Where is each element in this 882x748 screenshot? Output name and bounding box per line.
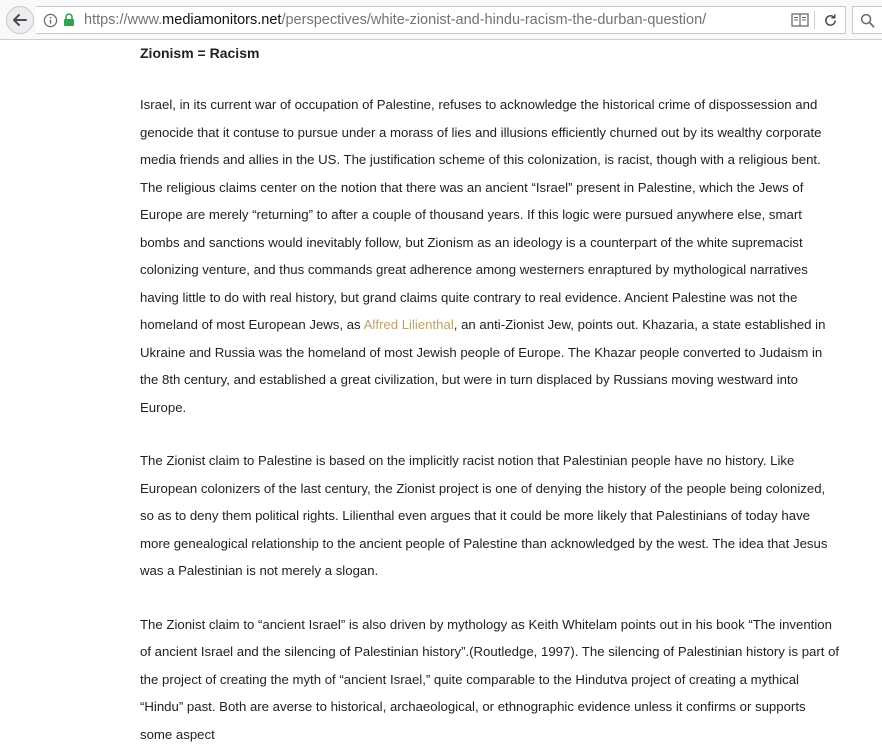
url-text[interactable] [84,12,786,28]
paragraph-1-text-b: , an anti-Zionist Jew, points out. Khazaria, a state established in Ukraine and Russia was the homeland of most Jewish people of Europe. The Khazar people converted to Judaism in the 8th century, and established a great civilization, but were in turn displaced by Russians moving westward into Europe. [140,317,825,415]
browser-toolbar [0,0,882,40]
back-arrow-icon [12,12,28,28]
search-button[interactable] [852,6,882,34]
lock-icon[interactable] [62,12,76,28]
back-button[interactable] [6,6,34,34]
reader-view-icon[interactable] [786,7,814,33]
alfred-lilienthal-link[interactable]: Alfred Lilienthal [364,317,454,332]
url-prefix: https://www. [84,12,162,28]
url-path: /perspectives/white-zionist-and-hindu-racism-the-durban-question/ [281,12,706,28]
address-bar[interactable] [36,6,846,34]
url-host: mediamonitors.net [162,12,281,28]
reload-icon[interactable] [815,7,845,33]
paragraph-3: The Zionist claim to “ancient Israel” is also driven by mythology as Keith Whitelam points out in his book “The invention of ancient Israel and the silencing of Palestinian history”.(Routledge, 1997). The silencing of Palestinian history is part of the project of creating the myth of “ancient Israel,” quite comparable to the Hindutva project of creating a mythical “Hindu” past. Both are averse to historical, archaeological, or ethnographic evidence unless it confirms or supports some aspect [140,611,840,748]
search-icon [860,13,875,28]
section-heading: Zionism = Racism [140,40,840,65]
article-body [140,40,840,748]
paragraph-1 [140,91,840,421]
info-icon[interactable] [42,12,58,28]
paragraph-2: The Zionist claim to Palestine is based on the implicitly racist notion that Palestinian people have no history. Like European colonizers of the last century, the Zionist project is one of denying the history of the people being colonized, so as to deny them political rights. Lilienthal even argues that it could be more likely that Palestinians of today have more genealogical relationship to the ancient people of Palestine than acknowledged by the west. The idea that Jesus was a Palestinian is not merely a slogan. [140,447,840,585]
paragraph-1-text-a: Israel, in its current war of occupation of Palestine, refuses to acknowledge the historical crime of dispossession and genocide that it contuse to pursue under a morass of lies and illusions efficiently churned out by its wealthy corporate media friends and allies in the US. The justification scheme of this colonization, is racist, though with a religious bent. The religious claims center on the notion that there was an ancient “Israel” present in Palestine, which the Jews of Europe are merely “returning” to after a couple of thousand years. If this logic were pursued anywhere else, smart bombs and sanctions would inevitably follow, but Zionism as an ideology is a counterpart of the white supremacist colonizing venture, and thus commands great adherence among westerners enraptured by mythological narratives having little to do with real history, but grand claims quite contrary to real evidence. Ancient Palestine was not the homeland of most European Jews, as [140,97,822,332]
